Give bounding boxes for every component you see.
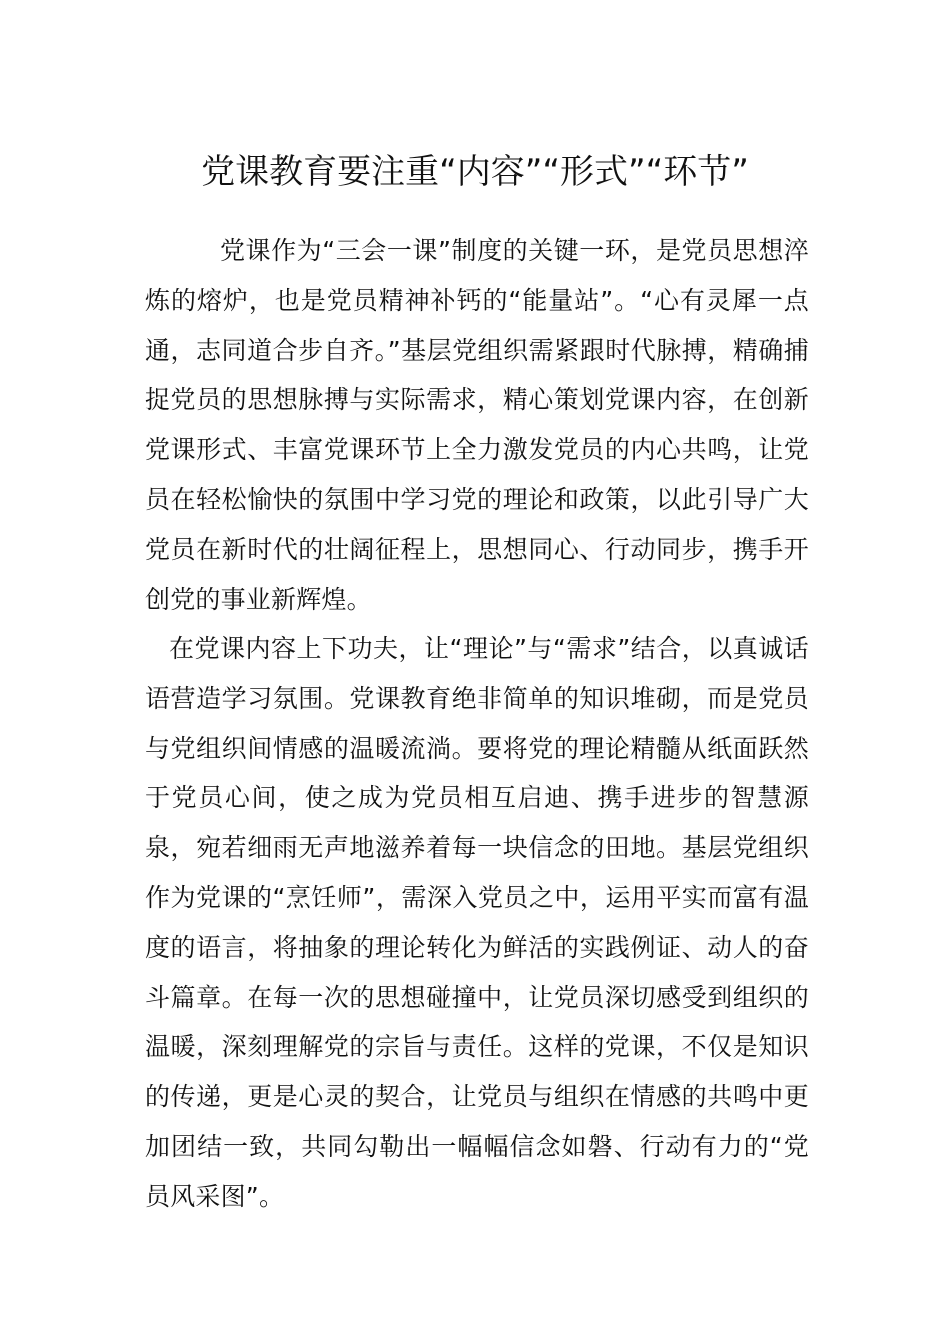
paragraph-intro: 党课作为“三会一课”制度的关键一环，是党员思想淬炼的熔炉，也是党员精神补钙的“能量站”。“心有灵犀一点通，志同道合步自齐。”基层党组织需紧跟时代脉搏，精确捕捉党员的思想脉搏与实际需求，精心策划党课内容，在创新党课形式、丰富党课环节上全力激发党员的内心共鸣，让党员在轻松愉快的氛围中学习党的理论和政策，以此引导广大党员在新时代的壮阔征程上，思想同心、行动同步，携手开创党的事业新辉煌。 [145,236,809,614]
paragraph-content: 在党课内容上下功夫，让“理论”与“需求”结合，以真诚话语营造学习氛围。党课教育绝非简单的知识堆砌，而是党员与党组织间情感的温暖流淌。要将党的理论精髓从纸面跃然于党员心间，使之成为党员相互启迪、携手进步的智慧源泉，宛若细雨无声地滋养着每一块信念的田地。基层党组织作为党课的“烹饪师”，需深入党员之中，运用平实而富有温度的语言，将抽象的理论转化为鲜活的实践例证、动人的奋斗篇章。在每一次的思想碰撞中，让党员深切感受到组织的温暖，深刻理解党的宗旨与责任。这样的党课，不仅是知识的传递，更是心灵的契合，让党员与组织在情感的共鸣中更加团结一致，共同勾勒出一幅幅信念如磐、行动有力的“党员风采图”。 [145,634,809,1211]
document-title: 党课教育要注重“内容”“形式”“环节” [201,151,749,192]
